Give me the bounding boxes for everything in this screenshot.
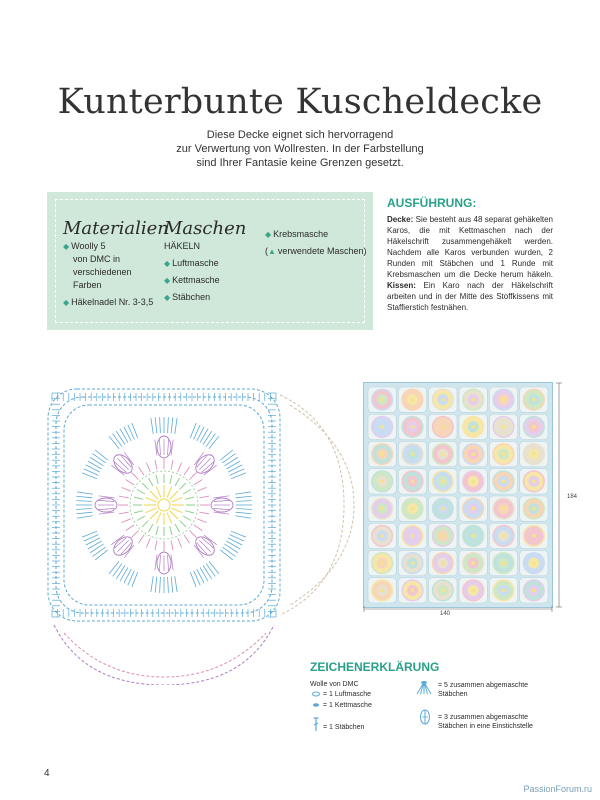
materials-item	[63, 296, 163, 309]
pink-stitch	[146, 538, 150, 547]
subtitle-line: zur Verwertung von Wollresten. In der Farbstellung	[176, 143, 424, 155]
chain-stitch-icon	[311, 690, 321, 698]
square-dot	[441, 452, 445, 456]
legend-five-line: Stäbchen	[438, 691, 468, 698]
square-dot	[502, 561, 506, 565]
blue-stitch	[95, 450, 108, 460]
blue-stitch	[175, 576, 177, 592]
yellow-stitch	[146, 508, 157, 513]
blue-stitch	[224, 457, 237, 466]
square-dot	[502, 507, 506, 511]
subtitle-line: sind Ihrer Fantasie keine Grenzen gesetzt.	[196, 157, 404, 169]
stitch-note: (▲ verwendete Maschen)	[265, 246, 367, 256]
purple-stitch	[117, 458, 128, 469]
green-stitch	[142, 483, 148, 489]
diamond-bullet-icon: ◆	[63, 298, 70, 307]
purple-stitch	[167, 555, 168, 571]
double-crochet-icon	[311, 716, 321, 732]
blue-stitch	[77, 516, 93, 518]
stitch-item-text: Krebsmasche	[273, 229, 329, 239]
purple-stitch	[159, 555, 160, 571]
kissen-text: Ein Karo nach der Häkelschrift arbeiten und in der Mitte des Stoffkissens mit Staffierstich festnähen.	[387, 281, 553, 312]
materials-heading: Materialien	[63, 218, 169, 239]
square-dot	[532, 425, 536, 429]
materials-column	[63, 218, 169, 309]
square-dot	[411, 534, 415, 538]
blue-stitch	[222, 547, 235, 556]
purple-stitch	[214, 500, 230, 501]
pink-stitch	[146, 463, 150, 472]
green-stitch	[180, 483, 186, 489]
blue-stitch	[155, 417, 157, 433]
blue-stitch	[222, 454, 235, 463]
stitch-note-text: verwendete Maschen)	[277, 246, 367, 256]
square-dot	[502, 398, 506, 402]
square-dot	[502, 425, 506, 429]
blue-stitch	[93, 547, 106, 556]
stitch-item-text: Luftmasche	[172, 258, 219, 268]
materials-item-text: von DMC in	[73, 254, 121, 264]
square-dot	[380, 588, 384, 592]
blue-stitch	[235, 492, 251, 494]
blue-stitch	[76, 501, 92, 502]
kissen-label: Kissen:	[387, 281, 416, 290]
pink-stitch	[155, 540, 157, 550]
crochet-chart	[44, 385, 360, 685]
legend-yarn: Wolle von DMC	[310, 681, 359, 688]
yellow-stitch	[156, 487, 161, 498]
materials-item-text: verschiedenen	[73, 267, 132, 277]
diamond-bullet-icon: ◆	[164, 293, 171, 302]
square-dot	[471, 398, 475, 402]
diamond-bullet-icon: ◆	[63, 242, 70, 251]
stitch-item-text: Stäbchen	[172, 292, 211, 302]
purple-stitch	[98, 500, 114, 501]
purple-stitch	[204, 465, 217, 475]
purple-stitch	[98, 508, 114, 509]
square-dot	[502, 588, 506, 592]
square-dot	[441, 479, 445, 483]
page-title: Kunterbunte Kuscheldecke	[57, 82, 543, 122]
pink-stitch	[178, 538, 182, 547]
green-stitch	[185, 497, 194, 499]
square-dot	[441, 425, 445, 429]
instructions-text	[387, 214, 553, 313]
square-dot	[441, 398, 445, 402]
decke-text: Sie besteht aus 48 separat gehäkelten Karos, die mit Kettmaschen nach der Häkelschrift zusammengehäkelt werden. Nachdem alle Karos verbunden wurden, 2 Runden mit Stäbchen und 1 Runde mit Krebsmaschen um die Decke herum häkeln.	[387, 215, 553, 279]
square-dot	[441, 534, 445, 538]
legend-three-line: Stäbchen in eine Einstichstelle	[438, 723, 533, 730]
square-dot	[471, 507, 475, 511]
materials-item	[63, 240, 163, 253]
green-stitch	[183, 516, 191, 521]
square-dot	[532, 479, 536, 483]
yellow-stitch	[146, 497, 157, 502]
pink-stitch	[131, 472, 138, 479]
blue-stitch	[90, 544, 103, 553]
blue-stitch	[160, 417, 161, 433]
blue-stitch	[203, 565, 212, 578]
page-number: 4	[44, 768, 50, 779]
width-label: 140	[440, 611, 451, 617]
pink-stitch	[171, 460, 173, 470]
blanket-diagram	[363, 382, 553, 608]
pink-stitch	[171, 540, 173, 550]
pink-stitch	[184, 467, 190, 475]
blue-stitch	[171, 577, 173, 593]
square-dot	[441, 507, 445, 511]
pink-stitch	[184, 535, 190, 543]
blue-stitch	[151, 418, 153, 434]
pink-stitch	[119, 512, 129, 514]
pink-stitch	[122, 487, 131, 491]
pink-stitch	[155, 460, 157, 470]
blue-stitch	[220, 550, 233, 560]
yellow-stitch	[167, 512, 172, 523]
blue-stitch	[116, 565, 125, 578]
stitches-extra-column	[265, 228, 375, 258]
blue-stitch	[88, 541, 102, 549]
blue-stitch	[76, 512, 92, 514]
height-label: 184	[567, 494, 578, 500]
legend-slip: = 1 Kettmasche	[323, 702, 372, 709]
square-dot	[411, 588, 415, 592]
subtitle-line: Diese Decke eignet sich hervorragend	[206, 129, 394, 141]
blue-stitch	[175, 418, 177, 434]
square-dot	[502, 452, 506, 456]
blue-stitch	[236, 496, 252, 498]
legend-three-line: = 3 zusammen abgemaschte	[438, 714, 529, 721]
legend-chain: = 1 Luftmasche	[323, 691, 372, 698]
neighbor-motif-bottom	[64, 633, 266, 677]
width-dimension-line	[363, 606, 553, 620]
pink-stitch	[197, 519, 206, 523]
decke-label: Decke:	[387, 215, 414, 224]
height-dimension-line	[552, 382, 566, 608]
square-dot	[380, 507, 384, 511]
pink-stitch	[122, 519, 131, 523]
blue-stitch	[113, 563, 122, 576]
square-dot	[411, 561, 415, 565]
three-dc-cluster-icon	[418, 708, 432, 726]
legend-three-cluster	[438, 713, 533, 731]
square-dot	[380, 425, 384, 429]
purple-stitch	[124, 545, 134, 558]
blue-stitch	[236, 501, 252, 502]
blue-stitch	[76, 496, 92, 498]
yellow-stitch	[150, 511, 158, 519]
yellow-stitch	[170, 511, 178, 519]
blue-stitch	[200, 429, 208, 443]
instructions-title: AUSFÜHRUNG:	[387, 196, 477, 210]
square-dot	[441, 588, 445, 592]
square-dot	[471, 534, 475, 538]
blue-stitch	[206, 434, 215, 447]
square-dot	[380, 561, 384, 565]
pink-stitch	[189, 530, 196, 537]
blue-stitch	[235, 516, 251, 518]
materials-panel	[47, 192, 373, 330]
square-dot	[532, 561, 536, 565]
legend-five-cluster	[438, 681, 528, 699]
square-dot	[532, 534, 536, 538]
purple-stitch	[159, 439, 160, 455]
yellow-stitch	[171, 497, 182, 502]
green-stitch	[180, 521, 186, 527]
square-dot	[380, 534, 384, 538]
square-dot	[471, 588, 475, 592]
green-stitch	[170, 526, 172, 535]
square-dot	[471, 452, 475, 456]
purple-stitch	[111, 535, 124, 545]
square-dot	[411, 507, 415, 511]
blue-stitch	[76, 509, 92, 510]
blue-stitch	[168, 417, 169, 433]
blue-stitch	[209, 561, 219, 574]
green-stitch	[185, 511, 194, 513]
pink-stitch	[194, 525, 202, 531]
pink-stitch	[199, 512, 209, 514]
yellow-stitch	[167, 487, 172, 498]
watermark: PassionForum.ru	[523, 784, 592, 794]
square-dot	[532, 507, 536, 511]
blue-stitch	[206, 563, 215, 576]
blue-stitch	[226, 461, 240, 469]
pink-stitch	[126, 525, 134, 531]
pink-stitch	[119, 496, 129, 498]
stitches-column	[164, 218, 264, 304]
blue-stitch	[203, 431, 212, 444]
square-dot	[532, 588, 536, 592]
purple-stitch	[194, 452, 204, 465]
green-stitch	[175, 478, 180, 486]
blue-stitch	[220, 450, 233, 460]
pink-stitch	[138, 467, 144, 475]
materials-item-text: Woolly 5	[71, 241, 106, 251]
blue-stitch	[200, 567, 208, 581]
green-stitch	[137, 490, 145, 495]
square-dot	[411, 479, 415, 483]
triangle-bullet-icon: ▲	[268, 247, 276, 256]
pink-stitch	[197, 487, 206, 491]
green-stitch	[149, 524, 154, 532]
blue-stitch	[88, 461, 102, 469]
green-stitch	[175, 524, 180, 532]
pink-stitch	[138, 535, 144, 543]
blue-stitch	[168, 577, 169, 593]
yellow-stitch	[171, 508, 182, 513]
stitch-item	[164, 291, 264, 304]
pink-stitch	[126, 479, 134, 485]
purple-stitch	[167, 439, 168, 455]
center-ring	[158, 499, 170, 511]
stitch-item	[265, 228, 375, 241]
purple-stitch	[124, 452, 134, 465]
blue-stitch	[120, 567, 128, 581]
square-dot	[532, 452, 536, 456]
square-dot	[471, 561, 475, 565]
stitch-item	[164, 257, 264, 270]
square-dot	[380, 398, 384, 402]
square-dot	[411, 398, 415, 402]
square-dot	[502, 534, 506, 538]
green-stitch	[156, 526, 158, 535]
square-dot	[411, 452, 415, 456]
blue-stitch	[95, 550, 108, 560]
blue-stitch	[171, 417, 173, 433]
materials-item-text: Farben	[73, 280, 102, 290]
green-stitch	[156, 475, 158, 484]
blue-stitch	[224, 544, 237, 553]
legend-five-line: = 5 zusammen abgemaschte	[438, 682, 529, 689]
blue-stitch	[160, 577, 161, 593]
blue-stitch	[209, 436, 219, 449]
pink-stitch	[189, 472, 196, 479]
purple-stitch	[111, 465, 124, 475]
blue-stitch	[226, 541, 240, 549]
five-dc-cluster-icon	[414, 680, 434, 696]
green-stitch	[134, 497, 143, 499]
square-dot	[471, 425, 475, 429]
blue-stitch	[109, 561, 119, 574]
blue-border-row	[64, 405, 264, 605]
diamond-bullet-icon: ◆	[265, 230, 272, 239]
yellow-stitch	[170, 491, 178, 499]
square-dot	[441, 561, 445, 565]
blue-stitch	[155, 577, 157, 593]
purple-stitch	[204, 535, 217, 545]
green-stitch	[137, 516, 145, 521]
blue-stitch	[236, 509, 252, 510]
blue-stitch	[109, 436, 119, 449]
blue-stitch	[113, 434, 122, 447]
yellow-stitch	[150, 491, 158, 499]
blue-stitch	[120, 429, 128, 443]
blue-stitch	[77, 492, 93, 494]
diamond-bullet-icon: ◆	[164, 259, 171, 268]
purple-stitch	[117, 540, 128, 551]
blue-stitch	[116, 431, 125, 444]
stitch-item	[164, 274, 264, 287]
square-dot	[502, 479, 506, 483]
purple-stitch	[194, 545, 204, 558]
materials-item-text: Häkelnadel Nr. 3-3,5	[71, 297, 154, 307]
green-stitch	[149, 478, 154, 486]
blue-stitch	[93, 454, 106, 463]
purple-stitch	[199, 458, 210, 469]
square-dot	[411, 425, 415, 429]
pink-stitch	[178, 463, 182, 472]
purple-stitch	[214, 508, 230, 509]
green-stitch	[134, 511, 143, 513]
green-stitch	[183, 490, 191, 495]
stitch-item-text: Kettmasche	[172, 275, 220, 285]
green-stitch	[142, 521, 148, 527]
square-dot	[471, 479, 475, 483]
yellow-stitch	[156, 512, 161, 523]
legend-dc: = 1 Stäbchen	[323, 724, 365, 731]
stitches-heading: Maschen	[164, 218, 247, 239]
pink-stitch	[199, 496, 209, 498]
neighbor-motif-bottom	[54, 625, 274, 685]
neighbor-motif-right	[280, 395, 344, 615]
blue-stitch	[151, 576, 153, 592]
purple-stitch	[199, 540, 210, 551]
green-stitch	[170, 475, 172, 484]
square-dot	[532, 398, 536, 402]
blue-stitch	[236, 512, 252, 514]
blue-stitch	[90, 457, 103, 466]
pink-stitch	[194, 479, 202, 485]
square-dot	[380, 479, 384, 483]
square-dot	[380, 452, 384, 456]
diamond-bullet-icon: ◆	[164, 276, 171, 285]
legend-title: ZEICHENERKLÄRUNG	[310, 660, 440, 674]
stitches-subheading: HÄKELN	[164, 241, 201, 251]
pink-stitch	[131, 530, 138, 537]
subtitle	[150, 128, 450, 170]
slip-stitch-icon	[311, 701, 321, 709]
